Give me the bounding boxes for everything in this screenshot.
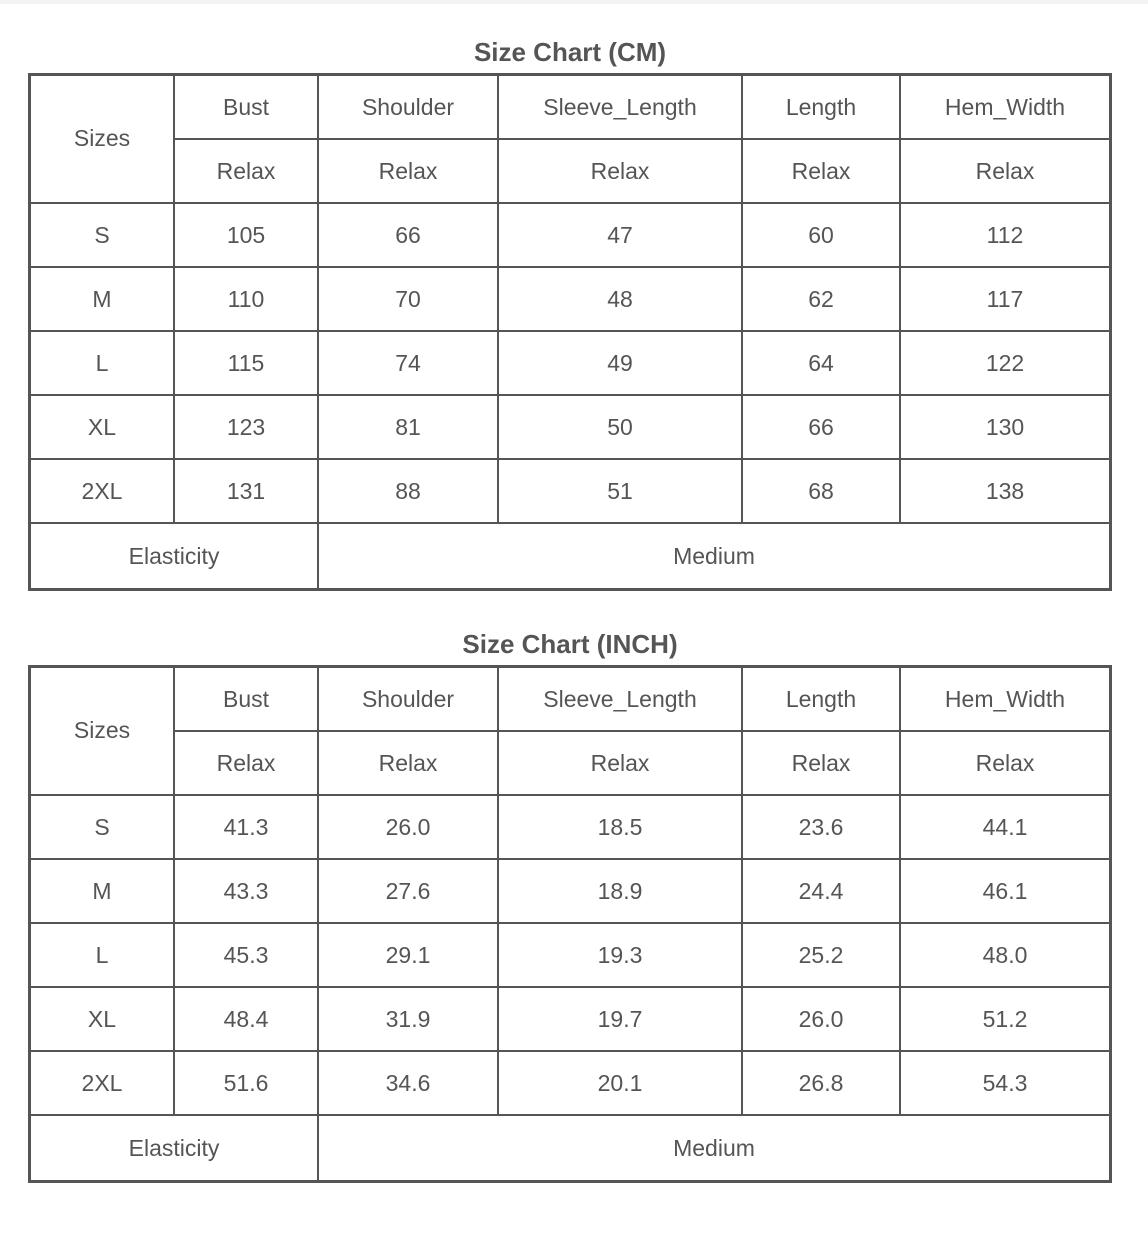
sizes-header: Sizes bbox=[31, 76, 175, 204]
table-row bbox=[31, 860, 1109, 924]
elasticity-label: Elasticity bbox=[31, 524, 319, 588]
column-header-shoulder: Shoulder bbox=[319, 668, 499, 732]
value-cell: 70 bbox=[319, 268, 499, 332]
size-cell: 2XL bbox=[31, 460, 175, 524]
value-cell: 26.8 bbox=[743, 1052, 901, 1116]
size-chart-cm-table bbox=[28, 73, 1112, 591]
elasticity-row bbox=[31, 1116, 1109, 1180]
value-cell: 64 bbox=[743, 332, 901, 396]
value-cell: 20.1 bbox=[499, 1052, 743, 1116]
size-cell: M bbox=[31, 860, 175, 924]
value-cell: 60 bbox=[743, 204, 901, 268]
table-row bbox=[31, 1052, 1109, 1116]
value-cell: 27.6 bbox=[319, 860, 499, 924]
header-row bbox=[31, 76, 1109, 140]
column-header-hem-width: Hem_Width bbox=[901, 76, 1109, 140]
elasticity-row bbox=[31, 524, 1109, 588]
size-cell: XL bbox=[31, 396, 175, 460]
column-header-shoulder: Shoulder bbox=[319, 76, 499, 140]
value-cell: 130 bbox=[901, 396, 1109, 460]
value-cell: 54.3 bbox=[901, 1052, 1109, 1116]
value-cell: 51.2 bbox=[901, 988, 1109, 1052]
subheader-cell: Relax bbox=[175, 732, 319, 796]
elasticity-value: Medium bbox=[673, 542, 755, 569]
subheader-cell: Relax bbox=[743, 140, 901, 204]
size-chart-inch-title: Size Chart (INCH) bbox=[462, 629, 678, 659]
size-cell: XL bbox=[31, 988, 175, 1052]
value-cell: 74 bbox=[319, 332, 499, 396]
column-header-sleeve-length: Sleeve_Length bbox=[499, 76, 743, 140]
value-cell: 50 bbox=[499, 396, 743, 460]
value-cell: 66 bbox=[319, 204, 499, 268]
size-chart-cm-title: Size Chart (CM) bbox=[473, 37, 667, 67]
table-row bbox=[31, 796, 1109, 860]
value-cell: 123 bbox=[175, 396, 319, 460]
top-divider bbox=[0, 0, 1148, 4]
table-row bbox=[31, 204, 1109, 268]
column-header-length: Length bbox=[743, 76, 901, 140]
value-cell: 41.3 bbox=[175, 796, 319, 860]
value-cell: 51.6 bbox=[175, 1052, 319, 1116]
table-row bbox=[31, 460, 1109, 524]
value-cell: 23.6 bbox=[743, 796, 901, 860]
table-row bbox=[31, 988, 1109, 1052]
sizes-header: Sizes bbox=[31, 668, 175, 796]
table-row bbox=[31, 396, 1109, 460]
value-cell: 110 bbox=[175, 268, 319, 332]
value-cell: 49 bbox=[499, 332, 743, 396]
value-cell: 105 bbox=[175, 204, 319, 268]
value-cell: 131 bbox=[175, 460, 319, 524]
subheader-cell: Relax bbox=[901, 140, 1109, 204]
value-cell: 47 bbox=[499, 204, 743, 268]
value-cell: 48.4 bbox=[175, 988, 319, 1052]
value-cell: 24.4 bbox=[743, 860, 901, 924]
elasticity-value: Medium bbox=[673, 1134, 755, 1161]
size-chart-inch-table bbox=[28, 665, 1112, 1183]
size-cell: L bbox=[31, 924, 175, 988]
header-row bbox=[31, 668, 1109, 732]
value-cell: 48.0 bbox=[901, 924, 1109, 988]
table-row bbox=[31, 332, 1109, 396]
subheader-row bbox=[31, 732, 1109, 796]
value-cell: 43.3 bbox=[175, 860, 319, 924]
column-header-hem-width: Hem_Width bbox=[901, 668, 1109, 732]
value-cell: 68 bbox=[743, 460, 901, 524]
subheader-cell: Relax bbox=[319, 140, 499, 204]
subheader-cell: Relax bbox=[901, 732, 1109, 796]
value-cell: 122 bbox=[901, 332, 1109, 396]
table-row bbox=[31, 924, 1109, 988]
value-cell: 18.9 bbox=[499, 860, 743, 924]
value-cell: 18.5 bbox=[499, 796, 743, 860]
value-cell: 138 bbox=[901, 460, 1109, 524]
value-cell: 45.3 bbox=[175, 924, 319, 988]
value-cell: 46.1 bbox=[901, 860, 1109, 924]
value-cell: 25.2 bbox=[743, 924, 901, 988]
size-cell: L bbox=[31, 332, 175, 396]
value-cell: 81 bbox=[319, 396, 499, 460]
subheader-cell: Relax bbox=[319, 732, 499, 796]
value-cell: 31.9 bbox=[319, 988, 499, 1052]
value-cell: 117 bbox=[901, 268, 1109, 332]
column-header-length: Length bbox=[743, 668, 901, 732]
subheader-cell: Relax bbox=[175, 140, 319, 204]
value-cell: 26.0 bbox=[743, 988, 901, 1052]
value-cell: 51 bbox=[499, 460, 743, 524]
subheader-cell: Relax bbox=[499, 140, 743, 204]
value-cell: 88 bbox=[319, 460, 499, 524]
subheader-row bbox=[31, 140, 1109, 204]
size-cell: S bbox=[31, 204, 175, 268]
value-cell: 66 bbox=[743, 396, 901, 460]
value-cell: 48 bbox=[499, 268, 743, 332]
value-cell: 26.0 bbox=[319, 796, 499, 860]
value-cell: 19.3 bbox=[499, 924, 743, 988]
subheader-cell: Relax bbox=[499, 732, 743, 796]
column-header-bust: Bust bbox=[175, 76, 319, 140]
size-cell: 2XL bbox=[31, 1052, 175, 1116]
size-cell: M bbox=[31, 268, 175, 332]
column-header-sleeve-length: Sleeve_Length bbox=[499, 668, 743, 732]
value-cell: 44.1 bbox=[901, 796, 1109, 860]
value-cell: 112 bbox=[901, 204, 1109, 268]
value-cell: 115 bbox=[175, 332, 319, 396]
size-cell: S bbox=[31, 796, 175, 860]
value-cell: 19.7 bbox=[499, 988, 743, 1052]
column-header-bust: Bust bbox=[175, 668, 319, 732]
subheader-cell: Relax bbox=[743, 732, 901, 796]
elasticity-label: Elasticity bbox=[31, 1116, 319, 1180]
value-cell: 34.6 bbox=[319, 1052, 499, 1116]
value-cell: 29.1 bbox=[319, 924, 499, 988]
table-row bbox=[31, 268, 1109, 332]
value-cell: 62 bbox=[743, 268, 901, 332]
